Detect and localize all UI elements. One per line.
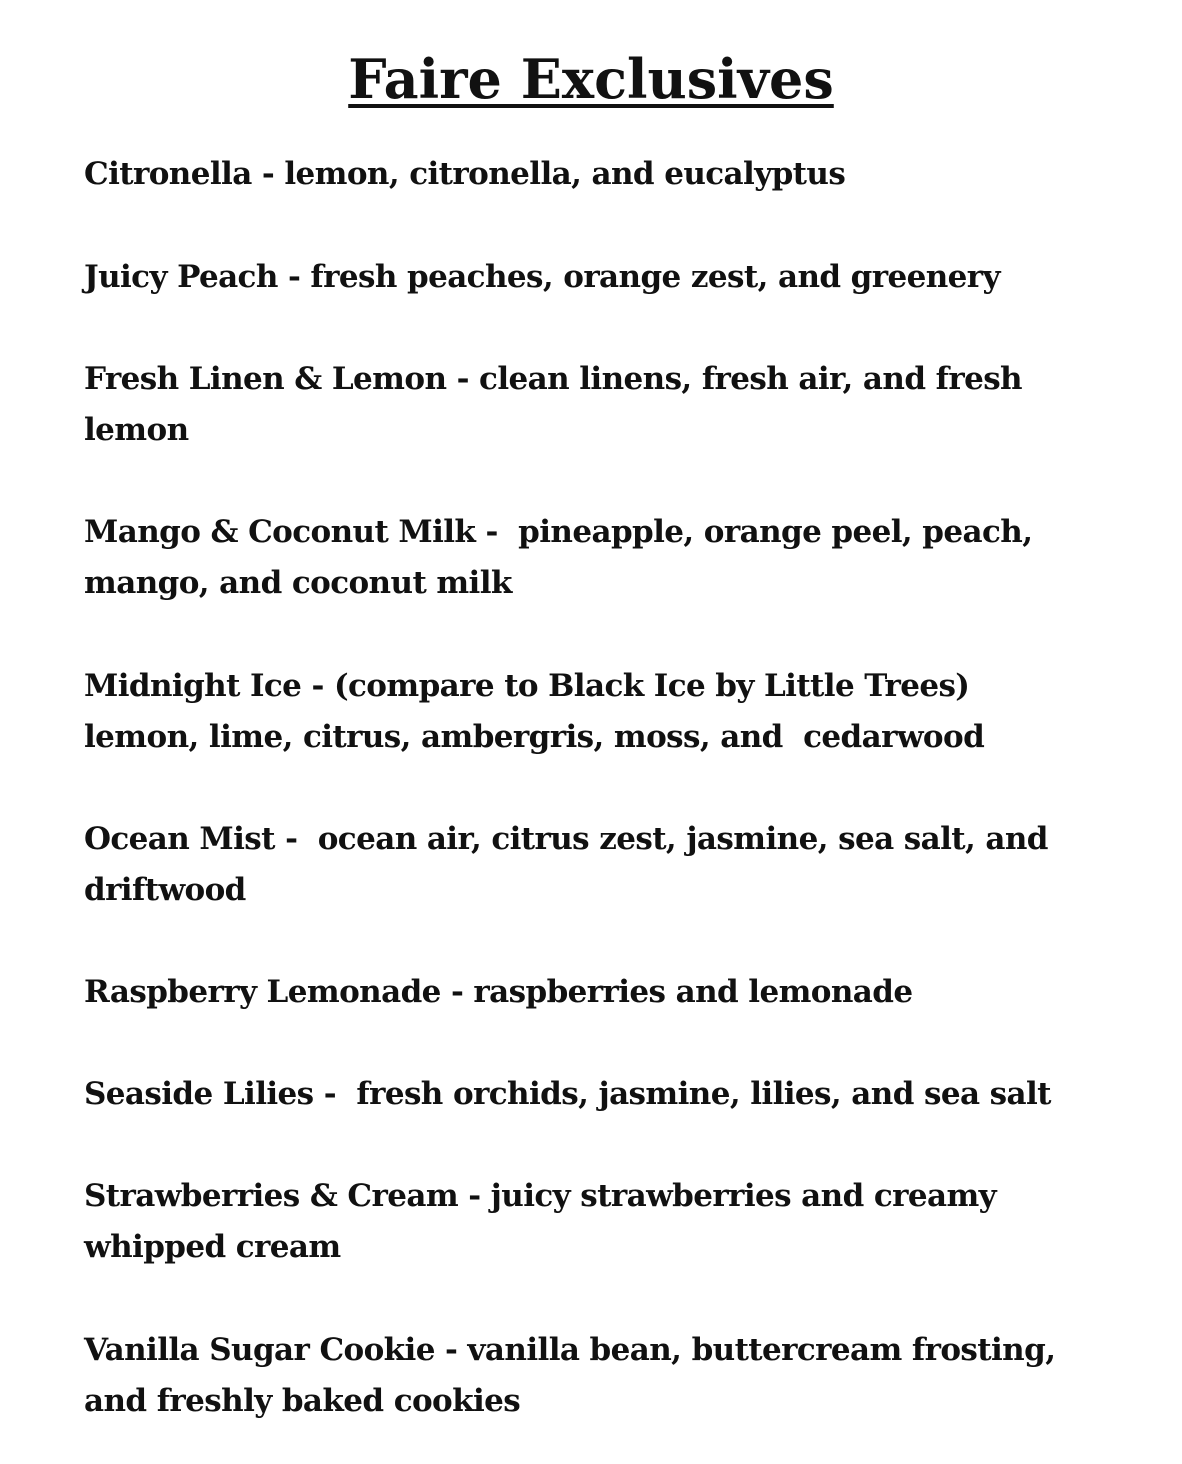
scent-entry-line: lemon [84, 412, 189, 448]
page-title-text: Faire Exclusives [348, 47, 834, 111]
scent-entry-line: Raspberry Lemonade - raspberries and lemonade [84, 974, 913, 1010]
scent-entry-juicy-peach [84, 252, 1124, 303]
scent-entry-line: driftwood [84, 872, 246, 908]
scent-entry-line: Citronella - lemon, citronella, and eucalyptus [84, 156, 846, 192]
scent-entry-line: Vanilla Sugar Cookie - vanilla bean, buttercream frosting, [84, 1332, 1056, 1368]
scent-entry-line: Strawberries & Cream - juicy strawberries and creamy [84, 1178, 997, 1214]
scent-entry-citronella [84, 149, 1124, 200]
page-title [0, 44, 1182, 114]
scent-entry-line: Midnight Ice - (compare to Black Ice by Little Trees) [84, 668, 970, 704]
scent-entry-line: whipped cream [84, 1229, 341, 1265]
scent-entry-line: Ocean Mist - ocean air, citrus zest, jasmine, sea salt, and [84, 821, 1048, 857]
scent-entry-vanilla-sugar-cookie [84, 1325, 1124, 1427]
scent-entry-strawberries-cream [84, 1171, 1124, 1273]
scent-entry-ocean-mist [84, 814, 1124, 916]
scent-entry-line: lemon, lime, citrus, ambergris, moss, and cedarwood [84, 719, 985, 755]
scent-entry-mango-coconut-milk [84, 507, 1124, 609]
scent-entry-line: Juicy Peach - fresh peaches, orange zest, and greenery [84, 259, 1000, 295]
scent-entry-line: Mango & Coconut Milk - pineapple, orange peel, peach, [84, 514, 1033, 550]
scent-entry-line: Fresh Linen & Lemon - clean linens, fresh air, and fresh [84, 361, 1022, 397]
scent-entry-line: Seaside Lilies - fresh orchids, jasmine, lilies, and sea salt [84, 1076, 1051, 1112]
scent-entry-raspberry-lemonade [84, 967, 1124, 1018]
scent-entry-midnight-ice [84, 661, 1124, 763]
scent-entry-line: mango, and coconut milk [84, 565, 512, 601]
scent-entry-line: and freshly baked cookies [84, 1383, 521, 1419]
scent-entry-seaside-lilies [84, 1069, 1124, 1120]
scent-entry-fresh-linen-lemon [84, 354, 1124, 456]
